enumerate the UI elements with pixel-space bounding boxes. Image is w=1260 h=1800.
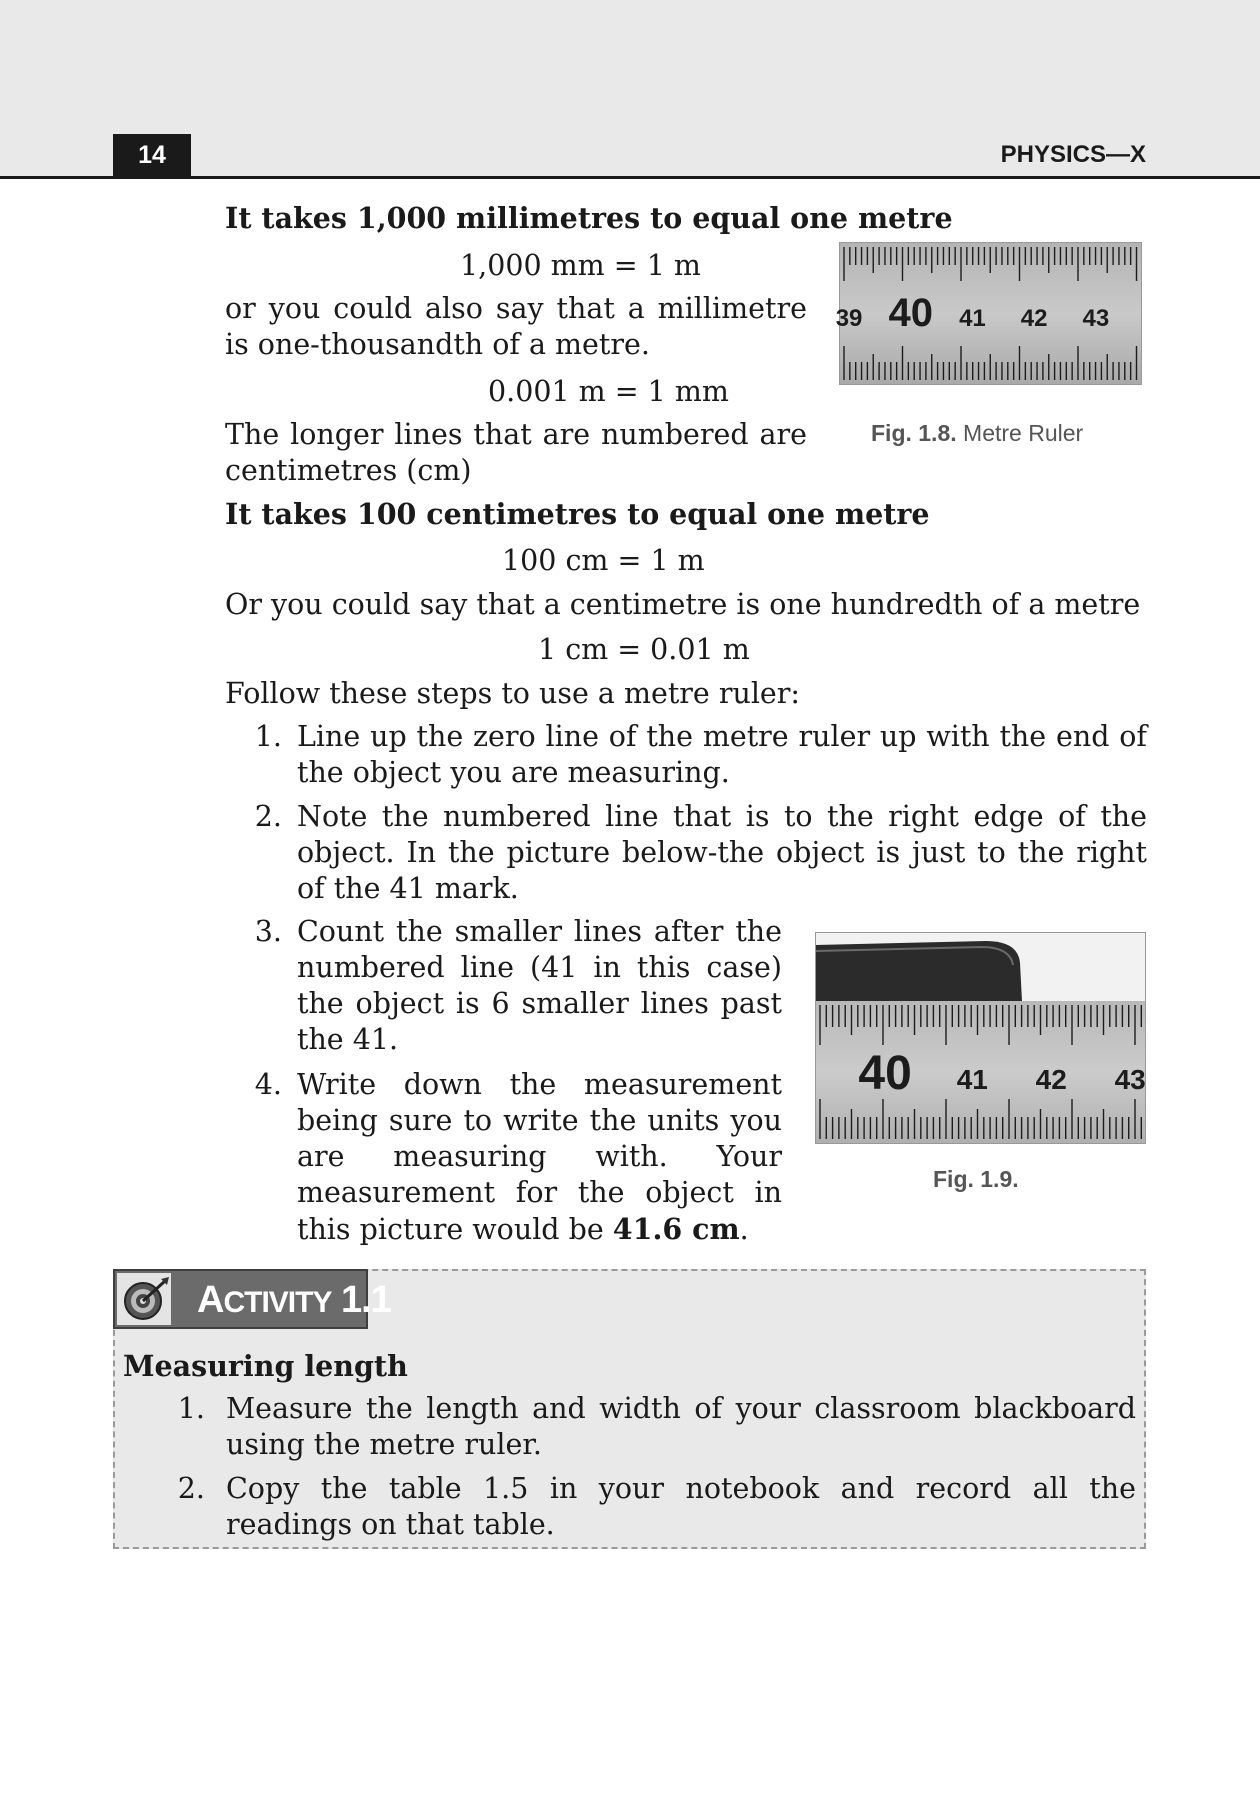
activity-number: 1.1	[341, 1279, 391, 1321]
activity-badge	[113, 1269, 391, 1329]
object-ruler-image	[816, 933, 1145, 1143]
activity-item-text: Measure the length and width of your classroom blackboard using the metre ruler.	[226, 1392, 1136, 1461]
para-millimetre: or you could also say that a millimetre is one-thousandth of a metre.	[225, 292, 807, 361]
step-text: Note the numbered line that is to the right edge of the object. In the picture below-the object is just to the right of the 41 mark.	[297, 800, 1147, 905]
equation-cm-to-m: 100 cm = 1 m	[502, 544, 705, 577]
equation-m-to-mm: 0.001 m = 1 mm	[488, 375, 729, 408]
dartboard-icon	[117, 1273, 171, 1325]
activity-word-rest: CTIVITY	[223, 1286, 332, 1319]
figure-label: Fig. 1.9.	[933, 1166, 1019, 1192]
equation-m-to-cm: 1 cm = 0.01 m	[538, 633, 750, 666]
step-text: Count the smaller lines after the numbered line (41 in this case) the object is 6 smaller lines past the 41.	[297, 915, 782, 1056]
activity-item-number: 2.	[177, 1472, 205, 1505]
ruler-number-label: 43	[1114, 1064, 1146, 1095]
step-text: Line up the zero line of the metre ruler up with the end of the object you are measuring.	[297, 720, 1147, 789]
running-head: PHYSICS—X	[1000, 141, 1146, 168]
activity-title: Measuring length	[123, 1349, 408, 1383]
para-longer-lines: The longer lines that are numbered are centimetres (cm)	[225, 418, 807, 487]
ruler-number-label: 41	[959, 305, 986, 332]
steps-intro: Follow these steps to use a metre ruler:	[225, 677, 801, 710]
para-centimetre: Or you could say that a centimetre is one hundredth of a metre	[225, 588, 1141, 621]
figure-label: Fig. 1.8.	[871, 420, 957, 446]
figure-title: Metre Ruler	[963, 420, 1084, 446]
ruler-number-label: 41	[956, 1064, 988, 1095]
figure-caption	[871, 420, 1083, 447]
ruler-number-label: 42	[1020, 305, 1048, 332]
step-number: 1.	[254, 720, 282, 753]
figure-caption	[933, 1166, 1019, 1193]
figure-object-on-ruler	[815, 932, 1146, 1144]
step-number: 4.	[254, 1068, 282, 1101]
ruler-number-label: 40	[888, 291, 933, 335]
header-rule	[0, 176, 1260, 179]
page-number: 14	[113, 134, 191, 176]
step-text-part: Write down the measurement being sure to write the units you are measuring with. Your measurement for the object in this picture would be	[297, 1068, 782, 1246]
metre-ruler-image	[835, 243, 1141, 384]
activity-item-number: 1.	[177, 1392, 205, 1425]
ruler-number-label: 43	[1082, 305, 1110, 332]
activity-label	[197, 1271, 391, 1327]
measurement-value: 41.6 cm	[612, 1212, 740, 1246]
dartboard-graphic	[117, 1273, 171, 1325]
heading-millimetres: It takes 1,000 millimetres to equal one metre	[225, 201, 953, 235]
step-text	[297, 1067, 782, 1248]
figure-metre-ruler	[835, 242, 1142, 385]
activity-item-text: Copy the table 1.5 in your notebook and record all the readings on that table.	[226, 1472, 1136, 1541]
step-number: 2.	[254, 800, 282, 833]
activity-word-first: A	[197, 1279, 224, 1321]
ruler-number-label: 42	[1035, 1064, 1067, 1095]
step-number: 3.	[254, 915, 282, 948]
equation-mm-to-m: 1,000 mm = 1 m	[460, 249, 701, 282]
ruler-number-label: 39	[835, 305, 863, 332]
heading-centimetres: It takes 100 centimetres to equal one metre	[225, 497, 930, 531]
step-text-end: .	[739, 1213, 749, 1246]
ruler-number-label: 40	[858, 1047, 912, 1100]
